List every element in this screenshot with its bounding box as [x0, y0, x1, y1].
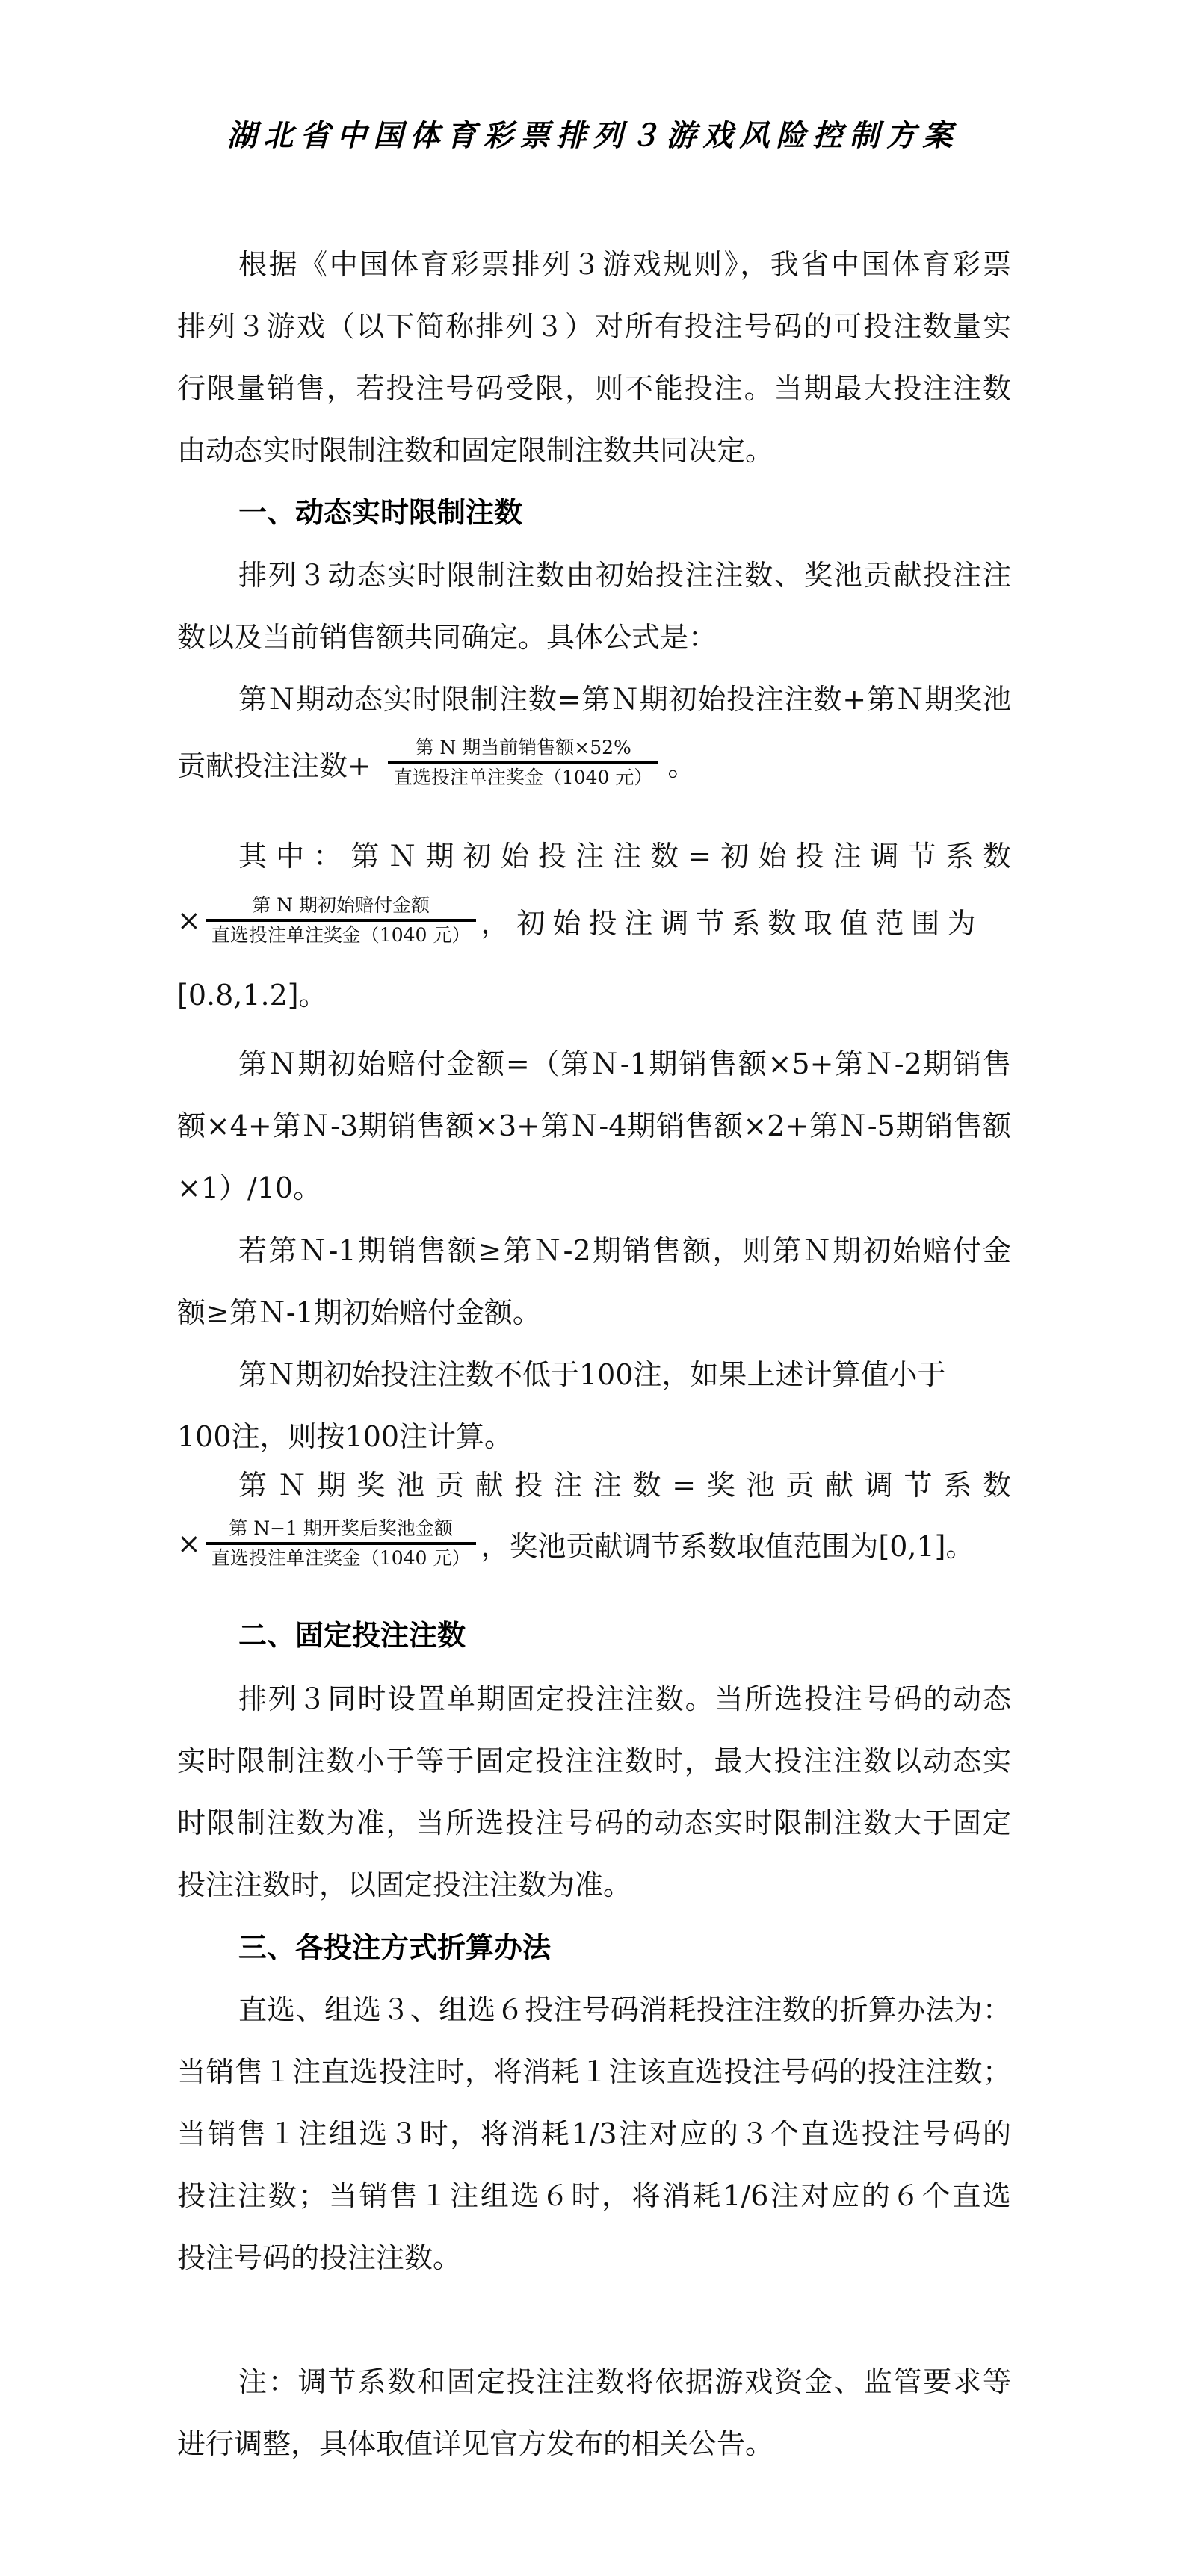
fraction-bar	[388, 761, 659, 764]
initial-coefficient-range: [0.8,1.2]。	[177, 979, 327, 1012]
intro-line-4: 由动态实时限制注数和固定限制注数共同决定。	[177, 434, 774, 467]
multiply-sign: ×	[177, 1527, 201, 1560]
pool-line-2-suffix: ，奖池贡献调节系数取值范围为[0,1]。	[481, 1529, 975, 1563]
fraction-numerator: 第 N 期当前销售额×52%	[415, 737, 631, 758]
section-2-line-3: 时限制注数为准，当所选投注号码的动态实时限制注数大于固定	[177, 1806, 1011, 1839]
intro-line-3: 行限量销售，若投注号码受限，则不能投注。当期最大投注注数	[177, 372, 1011, 405]
formula-line-2	[177, 736, 696, 790]
section-3-line-3: 当销售１注组选３时，将消耗1/3注对应的３个直选投注号码的	[177, 2117, 1011, 2150]
pool-line-1: 第Ｎ期奖池贡献投注注数=奖池贡献调节系数	[238, 1469, 1011, 1502]
note-line-2: 进行调整，具体取值详见官方发布的相关公告。	[177, 2427, 774, 2460]
section-3-line-4: 投注注数；当销售１注组选６时，将消耗1/6注对应的６个直选	[177, 2179, 1011, 2212]
payout-formula-line-1: 第Ｎ期初始赔付金额=（第Ｎ-1期销售额×5+第Ｎ-2期销售	[238, 1047, 1011, 1080]
sales-fraction	[388, 736, 659, 790]
fraction-numerator: 第 N 期初始赔付金额	[252, 894, 430, 916]
section-3-line-5: 投注号码的投注注数。	[177, 2241, 462, 2274]
fraction-denominator: 直选投注单注奖金（1040 元）	[211, 924, 471, 946]
minimum-line-1: 第Ｎ期初始投注注数不低于100注，如果上述计算值小于	[238, 1358, 946, 1391]
section-1-heading: 一、动态实时限制注数	[238, 496, 523, 529]
where-line-2	[177, 894, 1011, 947]
fraction-denominator: 直选投注单注奖金（1040 元）	[393, 767, 653, 788]
fraction-numerator: 第 N−1 期开奖后奖池金额	[229, 1517, 453, 1539]
formula-line-2-suffix: 。	[667, 749, 697, 782]
section-1-para-line-1: 排列３动态实时限制注数由初始投注注数、奖池贡献投注注	[238, 559, 1011, 592]
section-2-heading: 二、固定投注注数	[238, 1619, 466, 1652]
formula-line-2-prefix: 贡献投注注数+	[177, 749, 371, 782]
section-3-line-2: 当销售１注直选投注时，将消耗１注该直选投注号码的投注注数；	[177, 2055, 1011, 2088]
pool-fraction	[206, 1517, 477, 1570]
where-line-2-suffix: ，初始投注调节系数取值范围为	[481, 906, 983, 940]
section-3-line-1: 直选、组选３、组选６投注号码消耗投注注数的折算办法为：	[238, 1993, 1011, 2026]
pool-line-2	[177, 1517, 975, 1570]
section-3-heading: 三、各投注方式折算办法	[238, 1931, 552, 1964]
section-1-para-line-2: 数以及当前销售额共同确定。具体公式是：	[177, 621, 717, 654]
minimum-line-2: 100注，则按100注计算。	[177, 1420, 513, 1453]
section-2-line-4: 投注注数时，以固定投注注数为准。	[177, 1868, 632, 1901]
note-line-1: 注：调节系数和固定投注注数将依据游戏资金、监管要求等	[238, 2365, 1011, 2398]
payout-formula-line-3: ×1）/10。	[177, 1171, 322, 1204]
formula-line-1: 第Ｎ期动态实时限制注数=第Ｎ期初始投注注数+第Ｎ期奖池	[238, 683, 1011, 716]
multiply-sign: ×	[177, 904, 201, 937]
condition-line-2: 额≥第Ｎ-1期初始赔付金额。	[177, 1296, 541, 1329]
intro-line-2: 排列３游戏（以下简称排列３）对所有投注号码的可投注数量实	[177, 310, 1011, 343]
intro-line-1: 根据《中国体育彩票排列３游戏规则》，我省中国体育彩票	[238, 248, 1011, 281]
payout-formula-line-2: 额×4+第Ｎ-3期销售额×3+第Ｎ-4期销售额×2+第Ｎ-5期销售额	[177, 1109, 1011, 1142]
fraction-denominator: 直选投注单注奖金（1040 元）	[211, 1547, 471, 1569]
fraction-bar	[206, 919, 477, 922]
section-2-line-2: 实时限制注数小于等于固定投注注数时，最大投注注数以动态实	[177, 1744, 1011, 1777]
fraction-bar	[206, 1542, 477, 1545]
condition-line-1: 若第Ｎ-1期销售额≥第Ｎ-2期销售额，则第Ｎ期初始赔付金	[238, 1234, 1011, 1267]
section-2-line-1: 排列３同时设置单期固定投注注数。当所选投注号码的动态	[238, 1682, 1011, 1715]
where-line-1: 其中：第Ｎ期初始投注注数=初始投注调节系数	[238, 840, 1011, 873]
initial-payout-fraction	[206, 894, 477, 947]
document-title: 湖北省中国体育彩票排列３游戏风险控制方案	[226, 118, 960, 153]
